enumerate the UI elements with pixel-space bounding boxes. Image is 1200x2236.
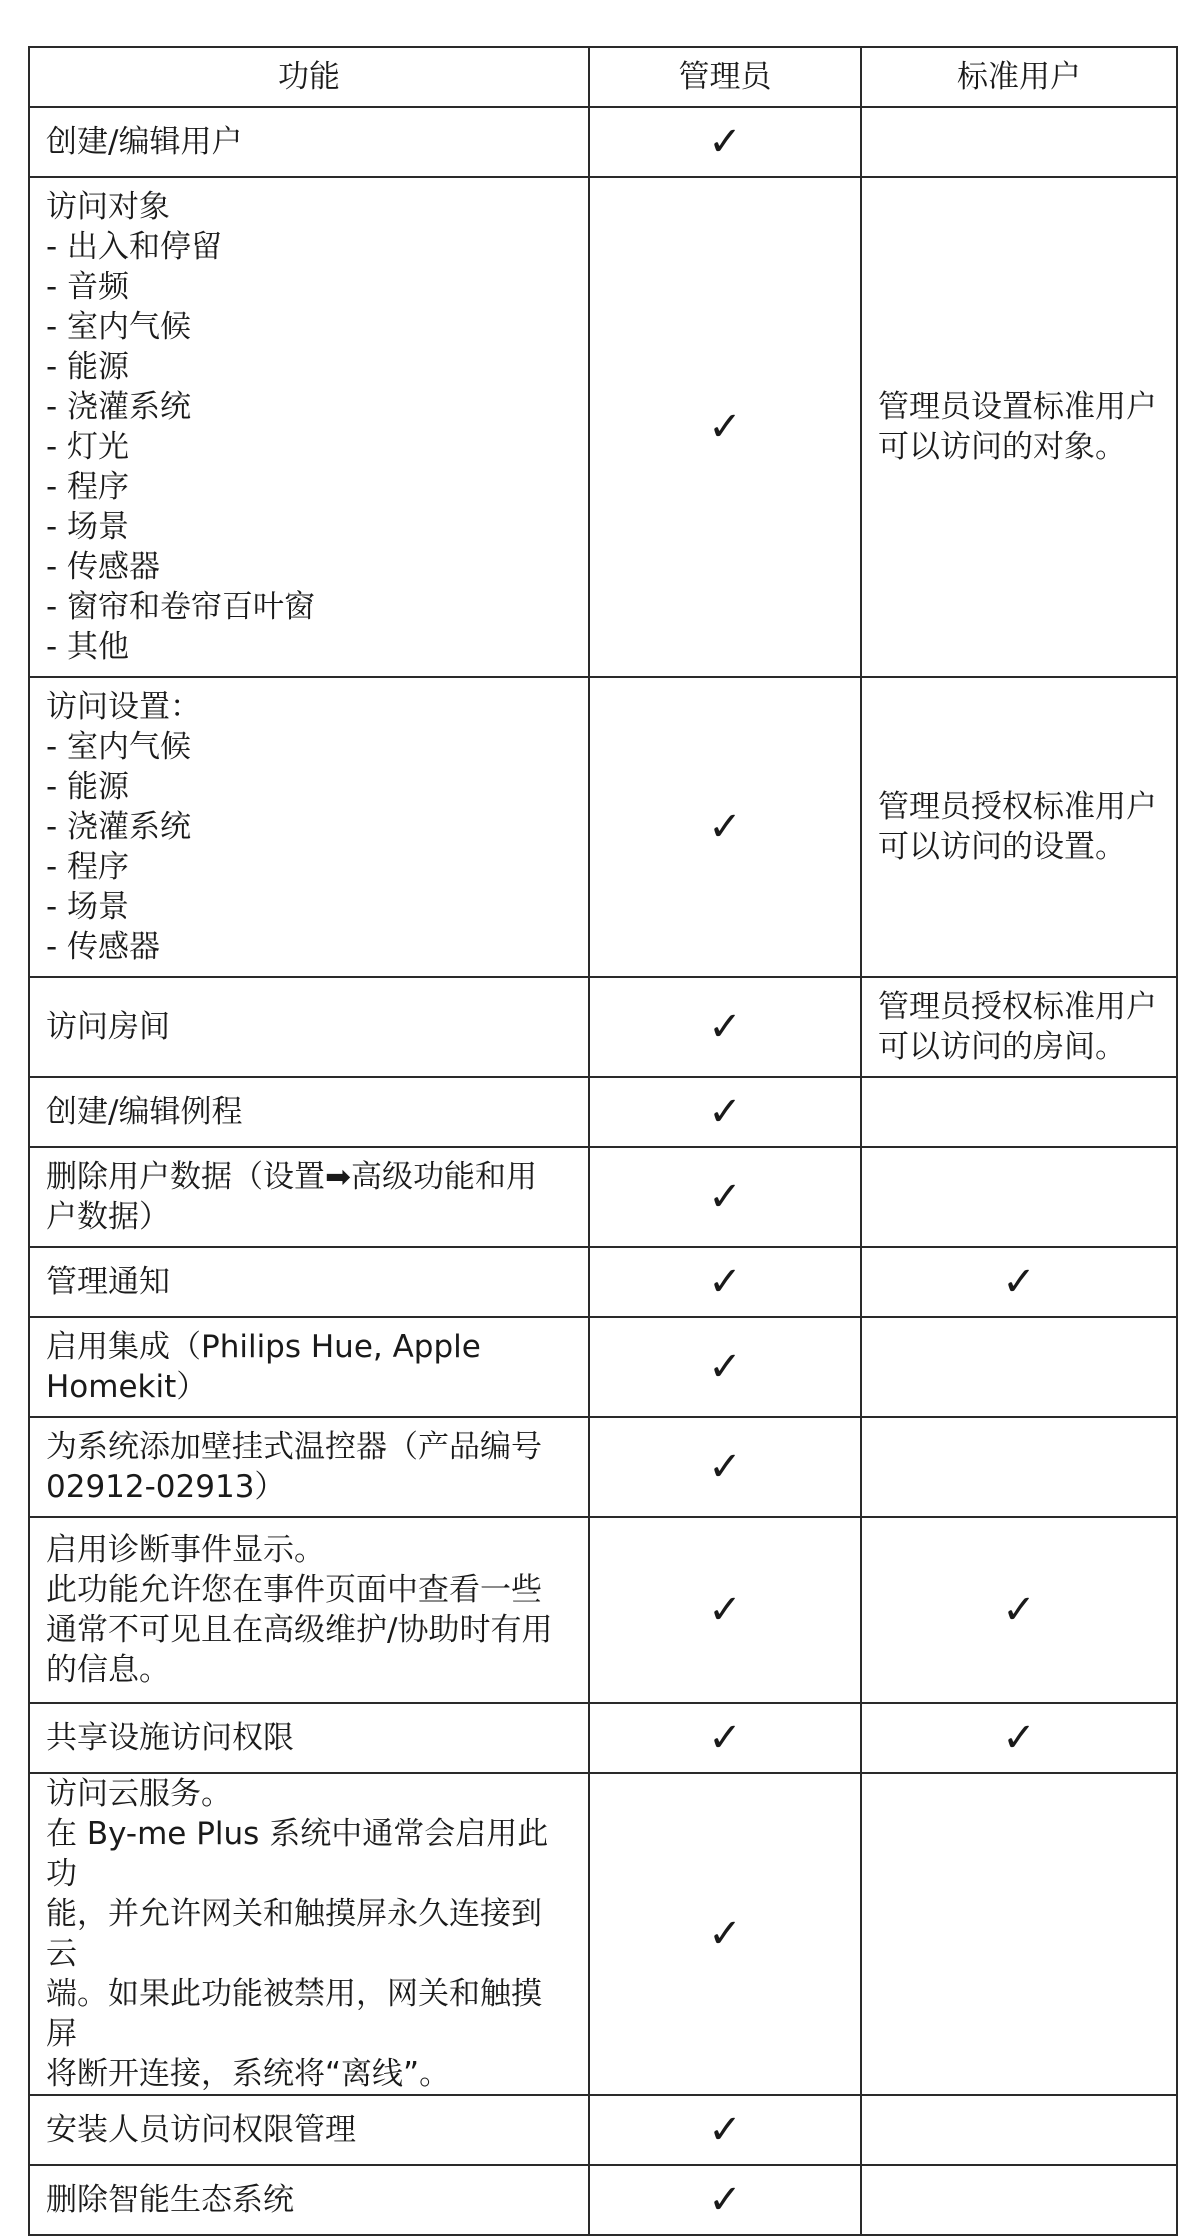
feature-line: 在 By-me Plus 系统中通常会启用此功 <box>46 1816 549 1892</box>
checkmark-icon: ✓ <box>708 1344 742 1390</box>
checkmark-icon: ✓ <box>708 804 742 850</box>
feature-cell <box>29 1517 589 1703</box>
checkmark-icon: ✓ <box>1002 1587 1036 1633</box>
feature-cell <box>29 2165 589 2235</box>
feature-cell <box>29 1077 589 1147</box>
checkmark-icon: ✓ <box>708 1444 742 1490</box>
feature-line: 启用诊断事件显示。 <box>46 1532 325 1568</box>
standard-note-line: 可以访问的设置。 <box>878 829 1126 865</box>
standard-cell <box>861 1077 1177 1147</box>
feature-cell <box>29 1147 589 1247</box>
table-row <box>29 1147 1177 1247</box>
feature-cell <box>29 177 589 677</box>
header-row <box>29 47 1177 107</box>
feature-line: - 场景 <box>46 509 130 545</box>
admin-cell <box>589 2165 861 2235</box>
table-row <box>29 2095 1177 2165</box>
feature-line: - 场景 <box>46 889 130 925</box>
standard-cell <box>861 1147 1177 1247</box>
feature-cell <box>29 2095 589 2165</box>
feature-line: 管理通知 <box>46 1264 170 1300</box>
admin-cell <box>589 1703 861 1773</box>
standard-cell <box>861 977 1177 1077</box>
checkmark-icon: ✓ <box>708 2177 742 2223</box>
standard-cell <box>861 107 1177 177</box>
feature-cell <box>29 977 589 1077</box>
standard-cell <box>861 1517 1177 1703</box>
admin-cell <box>589 107 861 177</box>
feature-line: 访问设置： <box>46 689 201 725</box>
admin-cell <box>589 2095 861 2165</box>
feature-line: 的信息。 <box>46 1652 170 1688</box>
feature-line: 访问云服务。 <box>46 1776 232 1812</box>
admin-cell <box>589 1317 861 1417</box>
table-row <box>29 1417 1177 1517</box>
checkmark-icon: ✓ <box>708 1911 742 1957</box>
feature-line: - 出入和停留 <box>46 229 223 265</box>
admin-cell <box>589 1147 861 1247</box>
feature-line: - 音频 <box>46 269 130 305</box>
header-admin: 管理员 <box>589 47 861 107</box>
feature-line: 访问对象 <box>46 189 170 225</box>
table-row <box>29 1247 1177 1317</box>
feature-line: 将断开连接，系统将“离线”。 <box>46 2056 451 2092</box>
feature-line: 安装人员访问权限管理 <box>46 2112 356 2148</box>
feature-line: - 窗帘和卷帘百叶窗 <box>46 589 316 625</box>
feature-line: 户数据） <box>46 1199 170 1235</box>
feature-cell <box>29 1247 589 1317</box>
standard-note-line: 管理员授权标准用户 <box>878 789 1157 825</box>
feature-line: 删除智能生态系统 <box>46 2182 294 2218</box>
table-row <box>29 1517 1177 1703</box>
feature-line: 共享设施访问权限 <box>46 1720 294 1756</box>
feature-line: 02912-02913） <box>46 1469 286 1505</box>
feature-line: - 灯光 <box>46 429 130 465</box>
feature-line: 为系统添加壁挂式温控器（产品编号 <box>46 1429 542 1465</box>
table-row <box>29 177 1177 677</box>
checkmark-icon: ✓ <box>708 119 742 165</box>
standard-cell <box>861 1317 1177 1417</box>
feature-line: - 传感器 <box>46 929 161 965</box>
table-row <box>29 977 1177 1077</box>
admin-cell <box>589 1077 861 1147</box>
standard-note-line: 管理员授权标准用户 <box>878 989 1157 1025</box>
checkmark-icon: ✓ <box>708 1587 742 1633</box>
table-row <box>29 1317 1177 1417</box>
feature-cell <box>29 1317 589 1417</box>
feature-line: 启用集成（Philips Hue, Apple <box>46 1329 481 1365</box>
checkmark-icon: ✓ <box>708 1089 742 1135</box>
feature-line: - 浇灌系统 <box>46 809 192 845</box>
table-row <box>29 1077 1177 1147</box>
header-standard: 标准用户 <box>861 47 1177 107</box>
standard-cell <box>861 1247 1177 1317</box>
checkmark-icon: ✓ <box>708 1004 742 1050</box>
standard-cell <box>861 2095 1177 2165</box>
checkmark-icon: ✓ <box>1002 1259 1036 1305</box>
admin-cell <box>589 177 861 677</box>
feature-line: Homekit） <box>46 1369 208 1405</box>
standard-cell <box>861 1703 1177 1773</box>
admin-cell <box>589 1517 861 1703</box>
admin-cell <box>589 677 861 977</box>
feature-cell <box>29 677 589 977</box>
checkmark-icon: ✓ <box>708 404 742 450</box>
feature-line: - 能源 <box>46 769 130 805</box>
feature-line: - 能源 <box>46 349 130 385</box>
feature-line: 端。如果此功能被禁用，网关和触摸屏 <box>46 1976 542 2052</box>
table-body <box>29 107 1177 2235</box>
standard-cell <box>861 677 1177 977</box>
feature-line: - 其他 <box>46 629 130 665</box>
feature-line: - 室内气候 <box>46 729 192 765</box>
standard-cell <box>861 177 1177 677</box>
feature-line: 创建/编辑例程 <box>46 1094 243 1130</box>
feature-cell <box>29 1703 589 1773</box>
feature-line: 访问房间 <box>46 1009 170 1045</box>
feature-line: - 浇灌系统 <box>46 389 192 425</box>
feature-line: - 室内气候 <box>46 309 192 345</box>
standard-cell <box>861 1773 1177 2095</box>
standard-cell <box>861 1417 1177 1517</box>
admin-cell <box>589 1773 861 2095</box>
checkmark-icon: ✓ <box>708 2107 742 2153</box>
feature-cell <box>29 107 589 177</box>
feature-cell <box>29 1417 589 1517</box>
feature-line: - 传感器 <box>46 549 161 585</box>
admin-cell <box>589 977 861 1077</box>
header-feature: 功能 <box>29 47 589 107</box>
feature-line: - 程序 <box>46 849 130 885</box>
table-row <box>29 1703 1177 1773</box>
feature-line: - 程序 <box>46 469 130 505</box>
feature-cell <box>29 1773 589 2095</box>
standard-cell <box>861 2165 1177 2235</box>
table-row <box>29 677 1177 977</box>
table-row <box>29 1773 1177 2095</box>
feature-line: 创建/编辑用户 <box>46 124 243 160</box>
table-row <box>29 107 1177 177</box>
checkmark-icon: ✓ <box>708 1259 742 1305</box>
standard-note-line: 管理员设置标准用户 <box>878 389 1157 425</box>
standard-note-line: 可以访问的房间。 <box>878 1029 1126 1065</box>
checkmark-icon: ✓ <box>708 1715 742 1761</box>
feature-line: 通常不可见且在高级维护/协助时有用 <box>46 1612 553 1648</box>
admin-cell <box>589 1417 861 1517</box>
permissions-table <box>28 46 1178 2236</box>
feature-line: 能，并允许网关和触摸屏永久连接到云 <box>46 1896 542 1972</box>
standard-note-line: 可以访问的对象。 <box>878 429 1126 465</box>
admin-cell <box>589 1247 861 1317</box>
checkmark-icon: ✓ <box>708 1174 742 1220</box>
feature-line: 此功能允许您在事件页面中查看一些 <box>46 1572 542 1608</box>
feature-line: 删除用户数据（设置➡高级功能和用 <box>46 1159 537 1195</box>
table-row <box>29 2165 1177 2235</box>
checkmark-icon: ✓ <box>1002 1715 1036 1761</box>
